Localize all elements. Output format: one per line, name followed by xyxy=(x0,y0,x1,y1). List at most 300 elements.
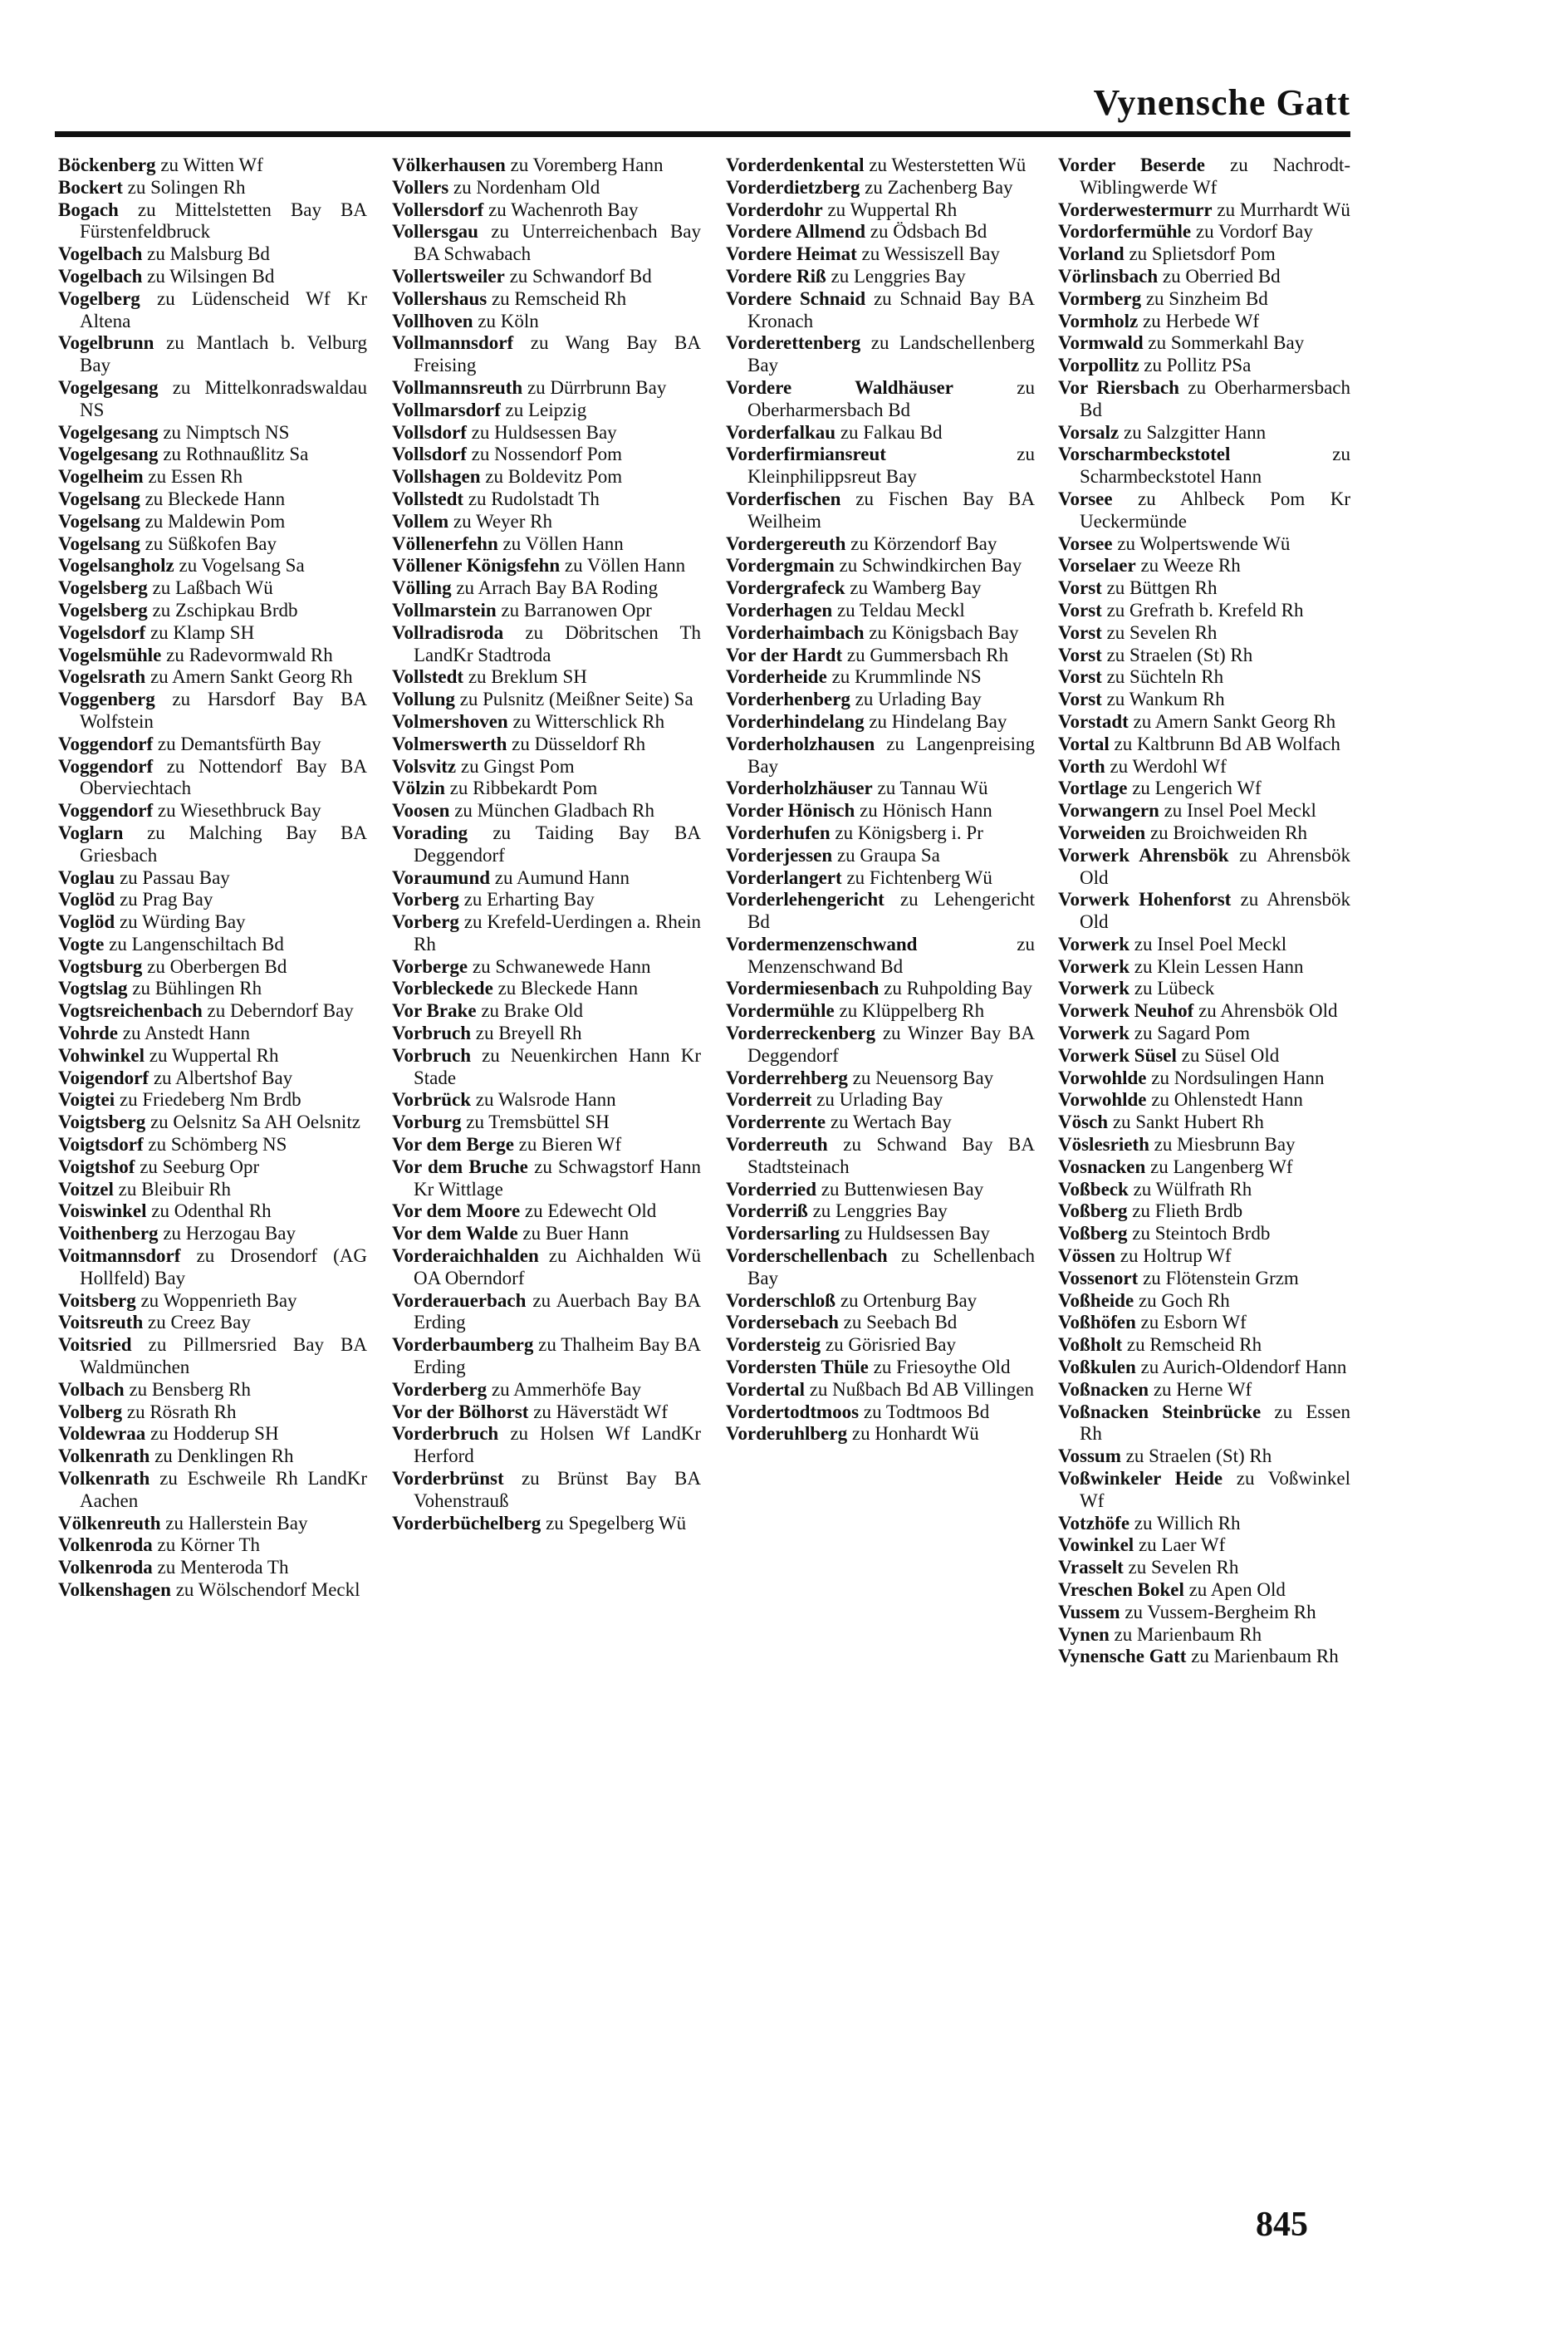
place-name: Voitmannsdorf xyxy=(58,1245,181,1267)
place-name: Vohrde xyxy=(58,1023,118,1044)
gazetteer-entry xyxy=(58,1112,367,1134)
gazetteer-entry xyxy=(726,1179,1035,1201)
place-reference: zu Salzgitter Hann xyxy=(1124,421,1267,443)
place-reference: zu Ahrensbök Old xyxy=(1198,1000,1338,1022)
gazetteer-entry xyxy=(392,911,701,956)
place-name: Voitsreuth xyxy=(58,1312,144,1333)
place-reference: zu Friesoythe Old xyxy=(873,1357,1011,1378)
gazetteer-entry xyxy=(58,956,367,979)
gazetteer-entry xyxy=(58,1579,367,1602)
gazetteer-entry xyxy=(726,155,1035,177)
place-name: Volkenroda xyxy=(58,1534,153,1556)
place-reference: zu Lenggries Bay xyxy=(831,265,966,287)
place-reference: zu Langenschiltach Bd xyxy=(109,933,284,955)
place-name: Vorderhenberg xyxy=(726,689,850,710)
place-reference: zu Landschellenberg Bay xyxy=(747,332,1035,376)
gazetteer-entry xyxy=(1058,978,1350,1000)
gazetteer-entry xyxy=(1058,734,1350,756)
place-reference: zu Steintoch Brdb xyxy=(1132,1223,1271,1244)
column-4 xyxy=(1058,155,1350,1668)
place-name: Völkenreuth xyxy=(58,1512,161,1534)
place-name: Vordermiesenbach xyxy=(726,978,880,999)
place-name: Voglöd xyxy=(58,911,115,933)
place-name: Voitsberg xyxy=(58,1289,136,1311)
gazetteer-entry xyxy=(58,1200,367,1223)
gazetteer-entry xyxy=(1058,1067,1350,1090)
place-name: Vollung xyxy=(392,689,455,710)
place-name: Vorscharmbeckstotel xyxy=(1058,444,1231,465)
place-reference: zu Körner Th xyxy=(157,1534,260,1556)
place-reference: zu Krummlinde NS xyxy=(831,666,982,688)
place-reference: zu Gingst Pom xyxy=(460,755,575,777)
place-name: Vollem xyxy=(392,510,449,532)
place-name: Vussem xyxy=(1058,1601,1120,1622)
place-name: Vollsdorf xyxy=(392,444,467,465)
gazetteer-entry xyxy=(58,689,367,734)
place-reference: zu Spegelberg Wü xyxy=(546,1512,687,1534)
gazetteer-entry xyxy=(58,911,367,934)
gazetteer-entry xyxy=(392,511,701,533)
place-name: Vorderreckenberg xyxy=(726,1023,876,1044)
gazetteer-entry xyxy=(1058,1156,1350,1179)
gazetteer-entry xyxy=(392,199,701,222)
place-reference: zu Häverstädt Wf xyxy=(533,1401,668,1422)
gazetteer-entry xyxy=(726,177,1035,199)
gazetteer-entry xyxy=(1058,645,1350,667)
place-name: Vordersebach xyxy=(726,1312,839,1333)
place-reference: zu Zschipkau Brdb xyxy=(152,599,298,621)
place-reference: zu Ahrensbök Old xyxy=(1080,889,1351,933)
place-name: Voigtsberg xyxy=(58,1112,146,1133)
place-reference: zu Radevormwald Rh xyxy=(166,644,333,665)
gazetteer-entry xyxy=(1058,1513,1350,1535)
place-reference: zu Straelen (St) Rh xyxy=(1125,1445,1272,1467)
place-name: Voiswinkel xyxy=(58,1200,147,1222)
place-name: Vordere Schnaid xyxy=(726,287,866,309)
gazetteer-entry xyxy=(58,332,367,377)
place-reference: zu Tannau Wü xyxy=(877,778,988,799)
gazetteer-entry xyxy=(1058,1579,1350,1602)
place-name: Völzin xyxy=(392,778,445,799)
place-reference: zu Königsberg i. Pr xyxy=(835,822,983,843)
place-name: Voitzel xyxy=(58,1178,114,1200)
gazetteer-entry xyxy=(392,1000,701,1023)
place-name: Voglarn xyxy=(58,822,124,843)
gazetteer-entry xyxy=(726,1334,1035,1357)
place-name: Voglöd xyxy=(58,889,115,910)
place-reference: zu Voremberg Hann xyxy=(510,155,664,175)
place-reference: zu Breyell Rh xyxy=(475,1023,582,1044)
gazetteer-entry xyxy=(726,600,1035,622)
place-name: Vogelsberg xyxy=(58,577,148,599)
place-reference: zu Bleibuir Rh xyxy=(118,1178,232,1200)
gazetteer-entry xyxy=(726,978,1035,1000)
place-reference: zu Ammerhöfe Bay xyxy=(491,1378,641,1400)
place-name: Voglau xyxy=(58,866,115,888)
place-name: Vorland xyxy=(1058,243,1125,265)
place-name: Vorderdohr xyxy=(726,199,823,220)
gazetteer-entry xyxy=(392,422,701,444)
place-reference: zu Mittelstetten Bay BA Fürstenfeldbruck xyxy=(80,199,367,243)
place-name: Vorweiden xyxy=(1058,822,1146,843)
gazetteer-entry xyxy=(726,243,1035,266)
gazetteer-entry xyxy=(1058,1334,1350,1357)
place-name: Vollmarstein xyxy=(392,599,497,621)
place-name: Vogtslag xyxy=(58,978,128,999)
place-name: Vormberg xyxy=(1058,287,1142,309)
gazetteer-entry xyxy=(392,1112,701,1134)
gazetteer-entry xyxy=(1058,221,1350,243)
place-name: Vogelsang xyxy=(58,488,140,509)
gazetteer-entry xyxy=(726,1223,1035,1245)
place-reference: zu Schellenbach Bay xyxy=(747,1245,1036,1288)
place-reference: zu Buttenwiesen Bay xyxy=(821,1178,984,1200)
place-reference: zu Nimptsch NS xyxy=(163,421,290,443)
place-reference: zu Lengerich Wf xyxy=(1132,778,1262,799)
place-name: Vorderhindelang xyxy=(726,710,865,732)
gazetteer-entry xyxy=(392,533,701,556)
gazetteer-entry xyxy=(58,1423,367,1445)
place-name: Vollstedt xyxy=(392,666,464,688)
place-reference: zu Görisried Bay xyxy=(825,1334,957,1356)
place-reference: zu Ribbekardt Pom xyxy=(449,778,598,799)
place-name: Vorsee xyxy=(1058,533,1113,554)
gazetteer-entry xyxy=(726,1023,1035,1067)
place-reference: zu Süsel Old xyxy=(1181,1044,1280,1066)
place-name: Voigendorf xyxy=(58,1067,149,1088)
place-name: Volkenrath xyxy=(58,1445,150,1467)
place-name: Vor dem Berge xyxy=(392,1134,514,1156)
gazetteer-entry xyxy=(726,711,1035,734)
place-reference: zu Völlen Hann xyxy=(564,555,686,577)
place-name: Vollsdorf xyxy=(392,421,467,443)
place-reference: zu Oelsnitz Sa AH Oelsnitz xyxy=(149,1112,360,1133)
place-reference: zu Bühlingen Rh xyxy=(132,978,262,999)
place-name: Vormwald xyxy=(1058,332,1144,354)
gazetteer-entry xyxy=(392,822,701,867)
place-reference: zu Friedeberg Nm Brdb xyxy=(119,1089,301,1111)
gazetteer-entry xyxy=(392,155,701,177)
gazetteer-entry xyxy=(58,934,367,956)
place-reference: zu Aurich-Oldendorf Hann xyxy=(1140,1357,1347,1378)
place-reference: zu Hallerstein Bay xyxy=(165,1512,308,1534)
gazetteer-entry xyxy=(58,1156,367,1179)
place-name: Böckenberg xyxy=(58,155,156,175)
gazetteer-entry xyxy=(1058,756,1350,778)
place-reference: zu Vordorf Bay xyxy=(1195,221,1313,243)
place-name: Vogelbach xyxy=(58,243,143,265)
place-name: Vorderhufen xyxy=(726,822,831,843)
column-1 xyxy=(58,155,367,1602)
place-name: Vor dem Bruche xyxy=(392,1156,528,1177)
gazetteer-entry xyxy=(392,400,701,422)
place-name: Volkenroda xyxy=(58,1557,153,1578)
place-reference: zu Schwagstorf Hann Kr Wittlage xyxy=(414,1156,702,1200)
place-name: Vynen xyxy=(1058,1623,1110,1645)
place-reference: zu Bleckede Hann xyxy=(145,488,286,509)
place-name: Vorderlehengericht xyxy=(726,889,884,910)
place-reference: zu Erharting Bay xyxy=(463,889,595,910)
gazetteer-entry xyxy=(58,1334,367,1379)
place-reference: zu Rösrath Rh xyxy=(126,1401,237,1422)
place-name: Vor Riersbach xyxy=(1058,376,1179,398)
place-name: Vorsee xyxy=(1058,488,1113,509)
place-name: Vollers xyxy=(392,176,449,198)
place-name: Voithenberg xyxy=(58,1223,159,1244)
gazetteer-entry xyxy=(1058,243,1350,266)
place-name: Vorder Hönisch xyxy=(726,800,855,822)
gazetteer-entry xyxy=(58,1379,367,1401)
place-reference: zu Oberbergen Bd xyxy=(147,955,287,977)
place-reference: zu Malching Bay BA Griesbach xyxy=(80,822,367,866)
place-reference: zu Sinzheim Bd xyxy=(1145,287,1268,309)
place-reference: zu Lenggries Bay xyxy=(812,1200,948,1222)
place-reference: zu Laer Wf xyxy=(1138,1534,1226,1556)
gazetteer-entry xyxy=(726,1200,1035,1223)
place-reference: zu Oberharmersbach Bd xyxy=(1080,376,1350,420)
gazetteer-entry xyxy=(1058,1089,1350,1112)
gazetteer-entry xyxy=(392,1513,701,1535)
gazetteer-entry xyxy=(1058,266,1350,288)
gazetteer-entry xyxy=(58,666,367,689)
place-reference: zu Drosendorf (AG Hollfeld) Bay xyxy=(80,1245,368,1288)
place-reference: zu Wessiszell Bay xyxy=(861,243,1000,265)
gazetteer-entry xyxy=(392,1401,701,1424)
place-name: Vorstadt xyxy=(1058,710,1129,732)
place-name: Vorwerk Neuhof xyxy=(1058,1000,1194,1022)
place-name: Vorderwestermurr xyxy=(1058,199,1213,220)
place-name: Vogtsreichenbach xyxy=(58,1000,203,1022)
gazetteer-entry xyxy=(1058,1312,1350,1334)
gazetteer-entry xyxy=(58,1534,367,1557)
place-name: Voosen xyxy=(392,800,450,822)
place-reference: zu Kaltbrunn Bd AB Wolfach xyxy=(1114,733,1340,754)
place-reference: zu München Gladbach Rh xyxy=(454,800,654,822)
gazetteer-entry xyxy=(58,734,367,756)
place-reference: zu Bieren Wf xyxy=(518,1134,622,1156)
gazetteer-entry xyxy=(392,756,701,778)
place-name: Vogelsangholz xyxy=(58,555,174,577)
place-reference: zu Remscheid Rh xyxy=(491,287,627,309)
gazetteer-entry xyxy=(392,600,701,622)
gazetteer-entry xyxy=(1058,1468,1350,1513)
place-name: Vogelsang xyxy=(58,533,140,554)
gazetteer-entry xyxy=(1058,1445,1350,1468)
place-name: Voggendorf xyxy=(58,800,154,822)
place-reference: zu Buer Hann xyxy=(522,1223,630,1244)
gazetteer-entry xyxy=(1058,1401,1350,1446)
place-reference: zu Dürrbrunn Bay xyxy=(527,376,667,398)
gazetteer-entry xyxy=(1058,1379,1350,1401)
header-rule xyxy=(55,131,1350,137)
place-name: Vorwerk Hohenforst xyxy=(1058,889,1232,910)
place-reference: zu Sagard Pom xyxy=(1134,1023,1251,1044)
gazetteer-entry xyxy=(726,533,1035,556)
gazetteer-entry xyxy=(726,1245,1035,1290)
place-name: Vossenort xyxy=(1058,1267,1139,1288)
place-name: Vorderbaumberg xyxy=(392,1334,534,1356)
place-name: Vorselaer xyxy=(1058,555,1136,577)
gazetteer-entry xyxy=(726,645,1035,667)
gazetteer-entry xyxy=(392,577,701,600)
place-reference: zu Ohlenstedt Hann xyxy=(1151,1089,1303,1111)
place-name: Volmerswerth xyxy=(392,733,507,754)
gazetteer-entry xyxy=(726,488,1035,533)
place-reference: zu Pulsnitz (Meißner Seite) Sa xyxy=(459,689,693,710)
place-reference: zu Nachrodt-Wiblingwerde Wf xyxy=(1080,155,1351,198)
place-name: Vollmannsdorf xyxy=(392,332,514,354)
place-reference: zu Hodderup SH xyxy=(149,1423,279,1445)
place-name: Vogelgesang xyxy=(58,376,159,398)
place-reference: zu Seebach Bd xyxy=(843,1312,958,1333)
place-name: Vösch xyxy=(1058,1112,1109,1133)
gazetteer-entry xyxy=(58,1468,367,1513)
place-reference: zu Vussem-Bergheim Rh xyxy=(1125,1601,1316,1622)
gazetteer-entry xyxy=(392,311,701,333)
gazetteer-entry xyxy=(392,867,701,890)
gazetteer-entry xyxy=(58,1045,367,1067)
place-reference: zu Herne Wf xyxy=(1153,1378,1252,1400)
gazetteer-entry xyxy=(1058,199,1350,222)
gazetteer-entry xyxy=(1058,1179,1350,1201)
place-name: Voldewraa xyxy=(58,1423,146,1445)
place-name: Vorwangern xyxy=(1058,800,1159,822)
gazetteer-entry xyxy=(1058,1534,1350,1557)
place-reference: zu Oberried Bd xyxy=(1162,265,1281,287)
gazetteer-entry xyxy=(58,377,367,422)
place-name: Vosnacken xyxy=(1058,1156,1146,1177)
gazetteer-entry xyxy=(392,978,701,1000)
place-name: Voßbeck xyxy=(1058,1178,1129,1200)
gazetteer-entry xyxy=(58,199,367,244)
place-name: Voggendorf xyxy=(58,733,154,754)
place-name: Vordersteig xyxy=(726,1334,821,1356)
gazetteer-entry xyxy=(58,1089,367,1112)
gazetteer-entry xyxy=(1058,377,1350,422)
place-name: Vorderreuth xyxy=(726,1134,828,1156)
place-name: Vorderlangert xyxy=(726,866,842,888)
place-reference: zu Wiesethbruck Bay xyxy=(157,800,321,822)
gazetteer-entry xyxy=(58,555,367,577)
place-reference: zu Nottendorf Bay BA Oberviechtach xyxy=(80,755,367,799)
place-name: Vorst xyxy=(1058,689,1102,710)
place-reference: zu Auerbach Bay BA Erding xyxy=(414,1289,701,1333)
place-reference: zu Passau Bay xyxy=(119,866,230,888)
place-reference: zu Grefrath b. Krefeld Rh xyxy=(1106,599,1304,621)
place-reference: zu Bleckede Hann xyxy=(497,978,639,999)
place-name: Vössen xyxy=(1058,1245,1116,1267)
gazetteer-entry xyxy=(58,1557,367,1579)
place-name: Vollmannsreuth xyxy=(392,376,523,398)
gazetteer-entry xyxy=(392,1223,701,1245)
place-name: Vortal xyxy=(1058,733,1110,754)
gazetteer-entry xyxy=(1058,555,1350,577)
place-reference: zu Odenthal Rh xyxy=(151,1200,272,1222)
gazetteer-entry xyxy=(58,577,367,600)
gazetteer-entry xyxy=(1058,332,1350,355)
place-reference: zu Scharmbeckstotel Hann xyxy=(1080,444,1350,488)
place-reference: zu Ahrensbök Old xyxy=(1080,844,1350,888)
place-name: Voigtei xyxy=(58,1089,115,1111)
place-name: Vor der Bölhorst xyxy=(392,1401,529,1422)
place-name: Vorderried xyxy=(726,1178,817,1200)
place-name: Vordergmain xyxy=(726,555,835,577)
place-reference: zu Miesbrunn Bay xyxy=(1154,1134,1296,1156)
gazetteer-entry xyxy=(726,822,1035,845)
place-name: Vorst xyxy=(1058,644,1102,665)
place-reference: zu Mantlach b. Velburg Bay xyxy=(80,332,368,376)
place-reference: zu Amern Sankt Georg Rh xyxy=(149,666,353,688)
place-reference: zu Hönisch Hann xyxy=(860,800,992,822)
gazetteer-entry xyxy=(726,1000,1035,1023)
place-reference: zu Klüppelberg Rh xyxy=(839,1000,985,1022)
place-reference: zu Woppenrieth Bay xyxy=(140,1289,297,1311)
place-reference: zu Körzendorf Bay xyxy=(850,533,997,554)
gazetteer-entry xyxy=(58,1179,367,1201)
place-reference: zu Pillmersried Bay BA Waldmünchen xyxy=(80,1334,367,1378)
place-name: Vorderheide xyxy=(726,666,827,688)
place-reference: zu Langenberg Wf xyxy=(1150,1156,1293,1177)
gazetteer-entry xyxy=(726,1112,1035,1134)
place-reference: zu Falkau Bd xyxy=(840,421,943,443)
place-name: Vordersarling xyxy=(726,1223,840,1244)
place-name: Vollersgau xyxy=(392,221,478,243)
place-reference: zu Schwandorf Bd xyxy=(509,265,652,287)
place-reference: zu Insel Poel Meckl xyxy=(1134,933,1287,955)
place-reference: zu Sevelen Rh xyxy=(1106,621,1218,643)
place-name: Vorbleckede xyxy=(392,978,493,999)
place-reference: zu Honhardt Wü xyxy=(851,1423,979,1445)
gazetteer-entry xyxy=(1058,1624,1350,1647)
place-name: Vor Brake xyxy=(392,1000,477,1022)
place-name: Vorwohlde xyxy=(1058,1067,1147,1088)
place-name: Volkenshagen xyxy=(58,1579,171,1600)
place-name: Vordorfermühle xyxy=(1058,221,1192,243)
gazetteer-entry xyxy=(58,1067,367,1090)
gazetteer-entry xyxy=(392,1200,701,1223)
place-name: Vorwohlde xyxy=(1058,1089,1147,1111)
gazetteer-entry xyxy=(58,867,367,890)
place-reference: zu Nordenham Old xyxy=(453,176,600,198)
place-reference: zu Schömberg NS xyxy=(148,1134,287,1156)
place-name: Vossum xyxy=(1058,1445,1121,1467)
place-reference: zu Fichtenberg Wü xyxy=(846,866,992,888)
place-name: Vorderriß xyxy=(726,1200,808,1222)
place-name: Vordere Riß xyxy=(726,265,826,287)
place-reference: zu Remscheid Rh xyxy=(1126,1334,1262,1356)
place-reference: zu Flötenstein Grzm xyxy=(1143,1267,1299,1288)
gazetteer-entry xyxy=(1058,600,1350,622)
place-name: Vohwinkel xyxy=(58,1044,145,1066)
place-name: Vorderschloß xyxy=(726,1289,836,1311)
place-name: Volberg xyxy=(58,1401,123,1422)
place-name: Vorderuhlberg xyxy=(726,1423,848,1445)
place-name: Vor dem Moore xyxy=(392,1200,521,1222)
place-name: Vorderbüchelberg xyxy=(392,1512,541,1534)
gazetteer-entry xyxy=(392,689,701,711)
place-name: Voßwinkeler Heide xyxy=(1058,1468,1223,1490)
place-name: Vorderhaimbach xyxy=(726,621,865,643)
place-name: Bockert xyxy=(58,176,123,198)
place-name: Vormholz xyxy=(1058,310,1139,331)
gazetteer-entry xyxy=(726,622,1035,645)
place-reference: zu Aichhalden Wü OA Oberndorf xyxy=(414,1245,702,1288)
place-name: Vorading xyxy=(392,822,468,843)
place-name: Vorderholzhäuser xyxy=(726,778,873,799)
place-name: Vorst xyxy=(1058,577,1102,599)
gazetteer-entry xyxy=(58,889,367,911)
place-reference: zu Völlen Hann xyxy=(502,533,624,554)
